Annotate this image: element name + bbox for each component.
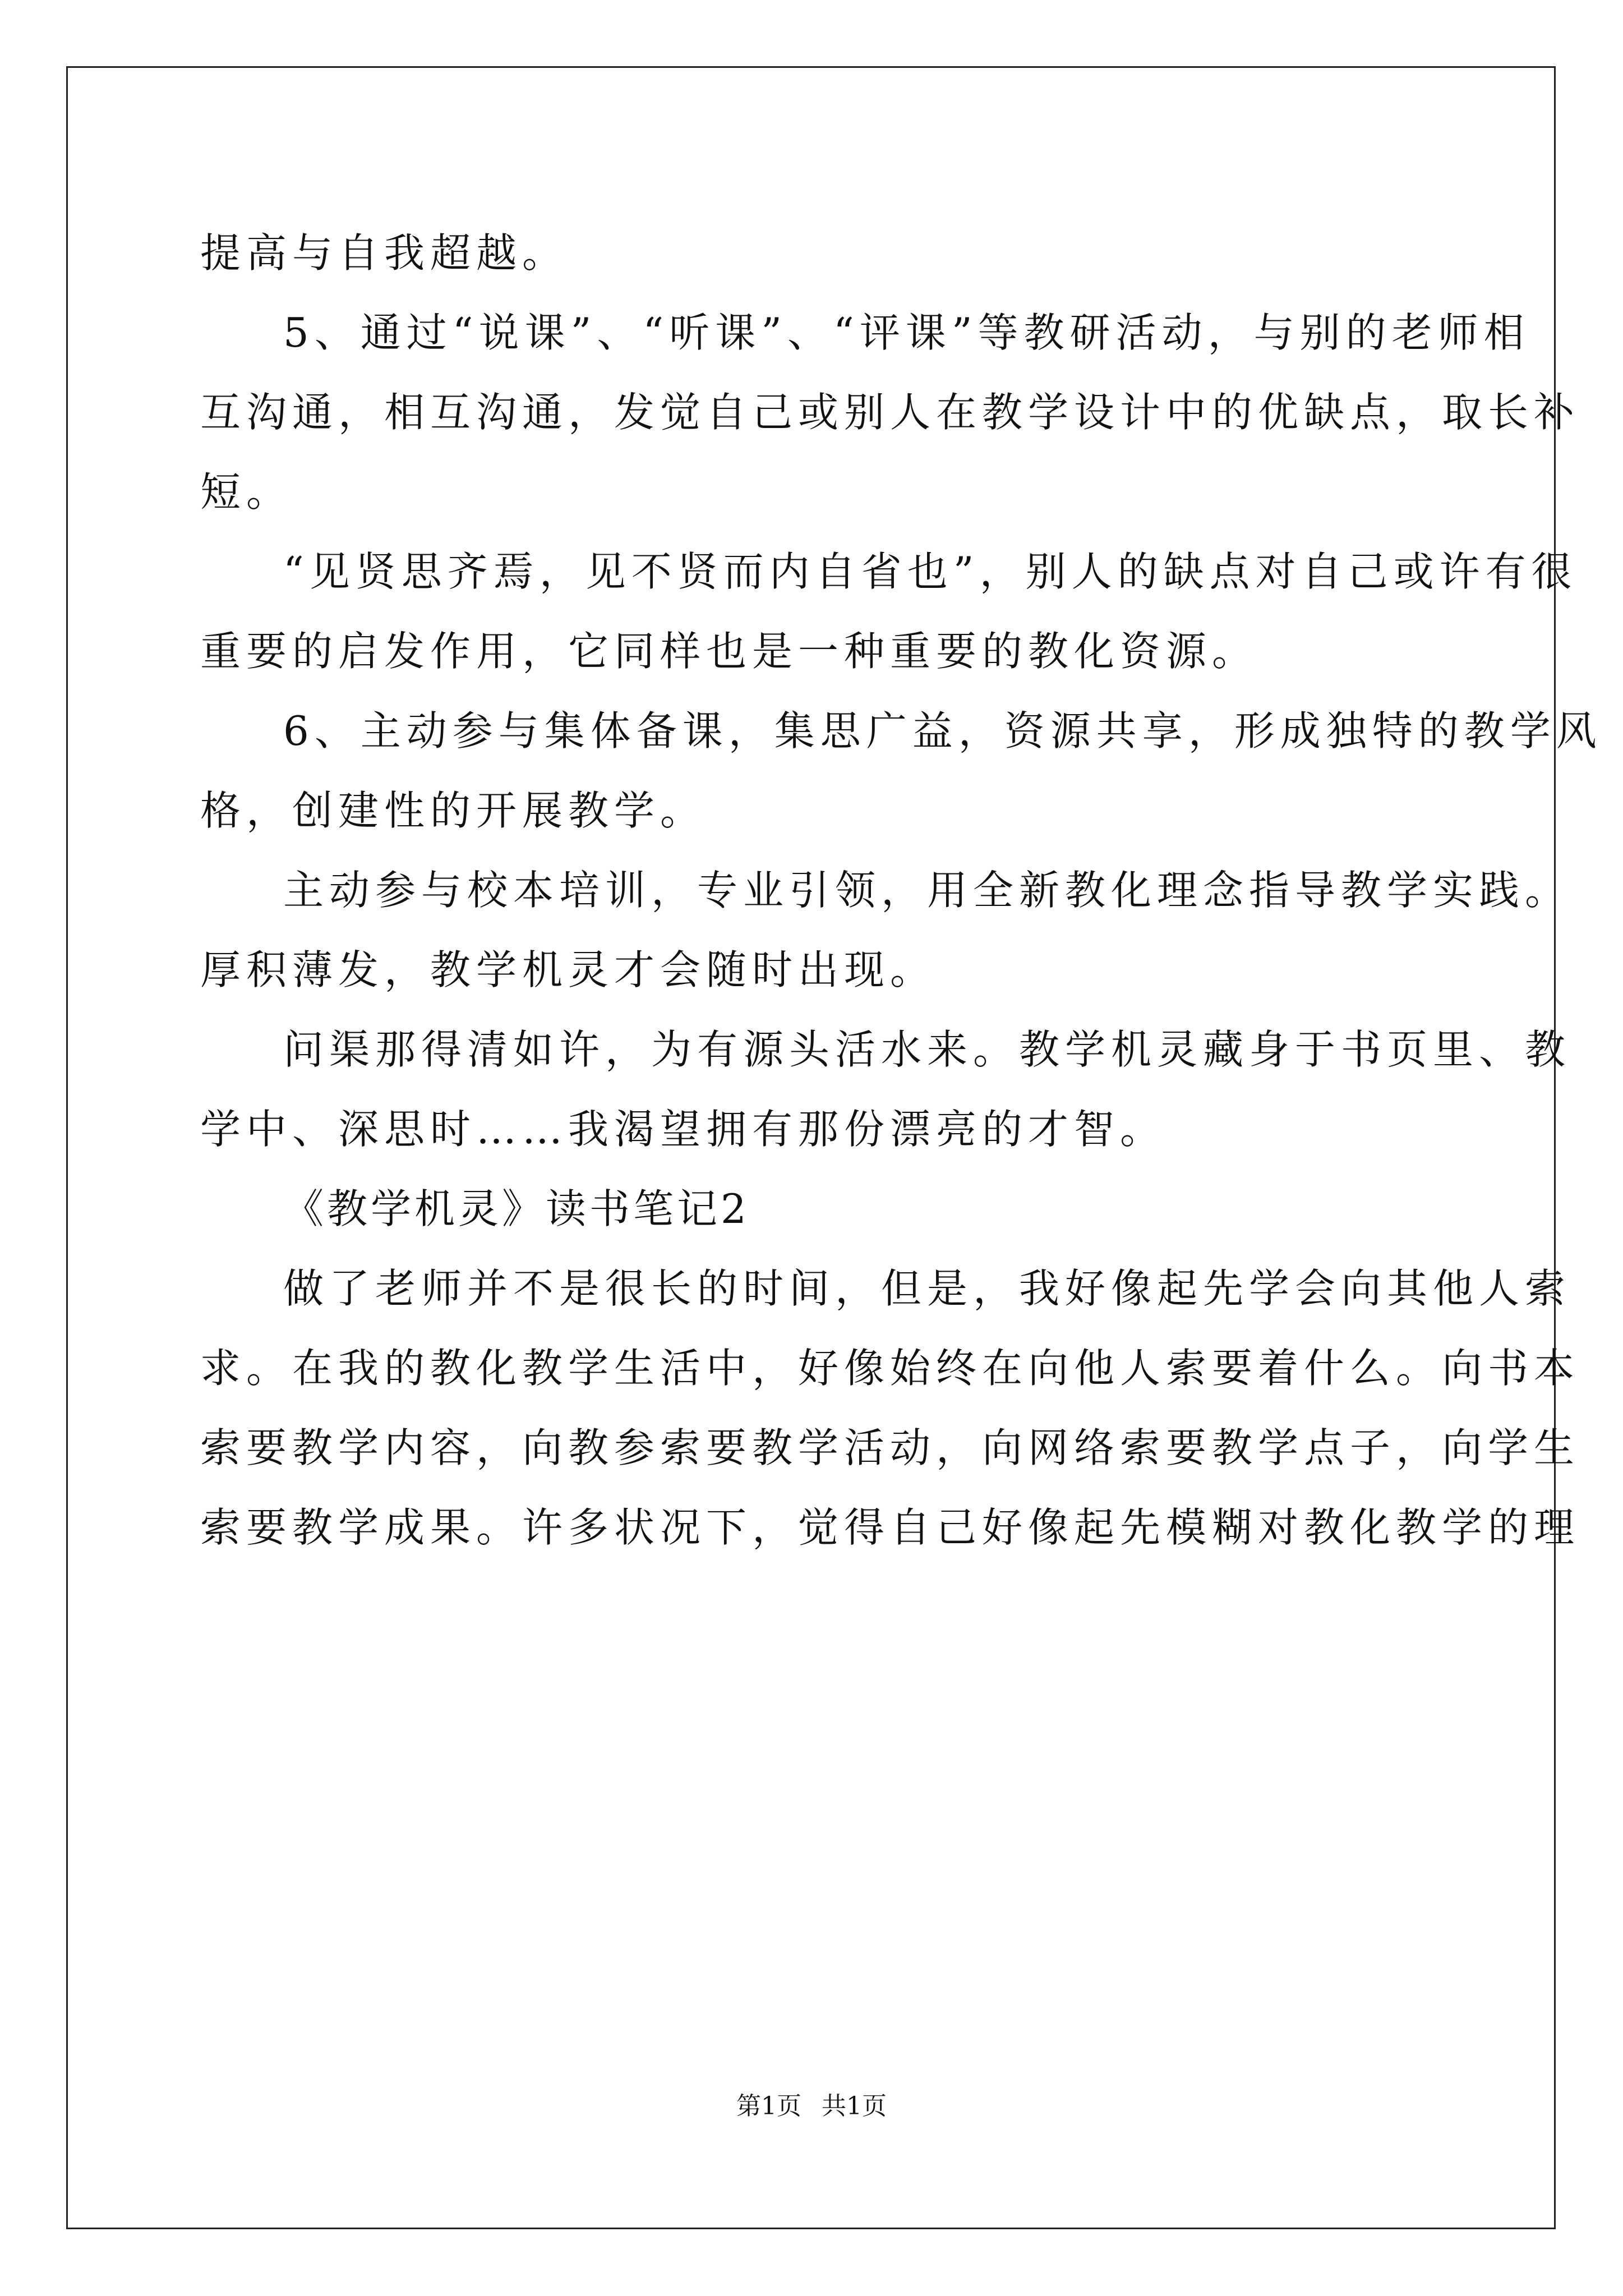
page-total: 共1页 bbox=[822, 2092, 887, 2120]
text-line: 学中、深思时……我渴望拥有那份漂亮的才智。 bbox=[200, 1106, 1166, 1153]
text-line: 互沟通，相互沟通，发觉自己或别人在教学设计中的优缺点，取长补 bbox=[200, 389, 1580, 436]
text-line: 问渠那得清如许，为有源头活水来。教学机灵藏身于书页里、教 bbox=[283, 1026, 1571, 1073]
text-line: 5、通过“说课”、“听课”、“评课”等教研活动，与别的老师相 bbox=[283, 309, 1530, 356]
text-line: 重要的启发作用，它同样也是一种重要的教化资源。 bbox=[200, 628, 1258, 675]
text-line: 短。 bbox=[200, 468, 293, 516]
text-line: “见贤思齐焉，见不贤而内自省也”，别人的缺点对自己或许有很 bbox=[283, 548, 1578, 595]
text-line: 索要教学内容，向教参索要教学活动，向网络索要教学点子，向学生 bbox=[200, 1424, 1580, 1471]
text-line: 6、主动参与集体备课，集思广益，资源共享，形成独特的教学风 bbox=[283, 707, 1602, 754]
section-heading: 《教学机灵》读书笔记2 bbox=[283, 1185, 750, 1232]
text-line: 主动参与校本培训，专业引领，用全新教化理念指导教学实践。 bbox=[283, 867, 1571, 914]
text-line: 格，创建性的开展教学。 bbox=[200, 787, 707, 834]
text-line: 索要教学成果。许多状况下，觉得自己好像起先模糊对教化教学的理 bbox=[200, 1504, 1580, 1551]
text-line: 做了老师并不是很长的时间，但是，我好像起先学会向其他人索 bbox=[283, 1265, 1571, 1312]
text-line: 厚积薄发，教学机灵才会随时出现。 bbox=[200, 946, 937, 993]
page-footer bbox=[0, 2090, 1623, 2123]
page-number: 第1页 bbox=[736, 2092, 801, 2120]
document-body bbox=[200, 213, 1602, 1567]
text-line: 提高与自我超越。 bbox=[200, 229, 569, 277]
text-line: 求。在我的教化教学生活中，好像始终在向他人索要着什么。向书本 bbox=[200, 1345, 1580, 1392]
